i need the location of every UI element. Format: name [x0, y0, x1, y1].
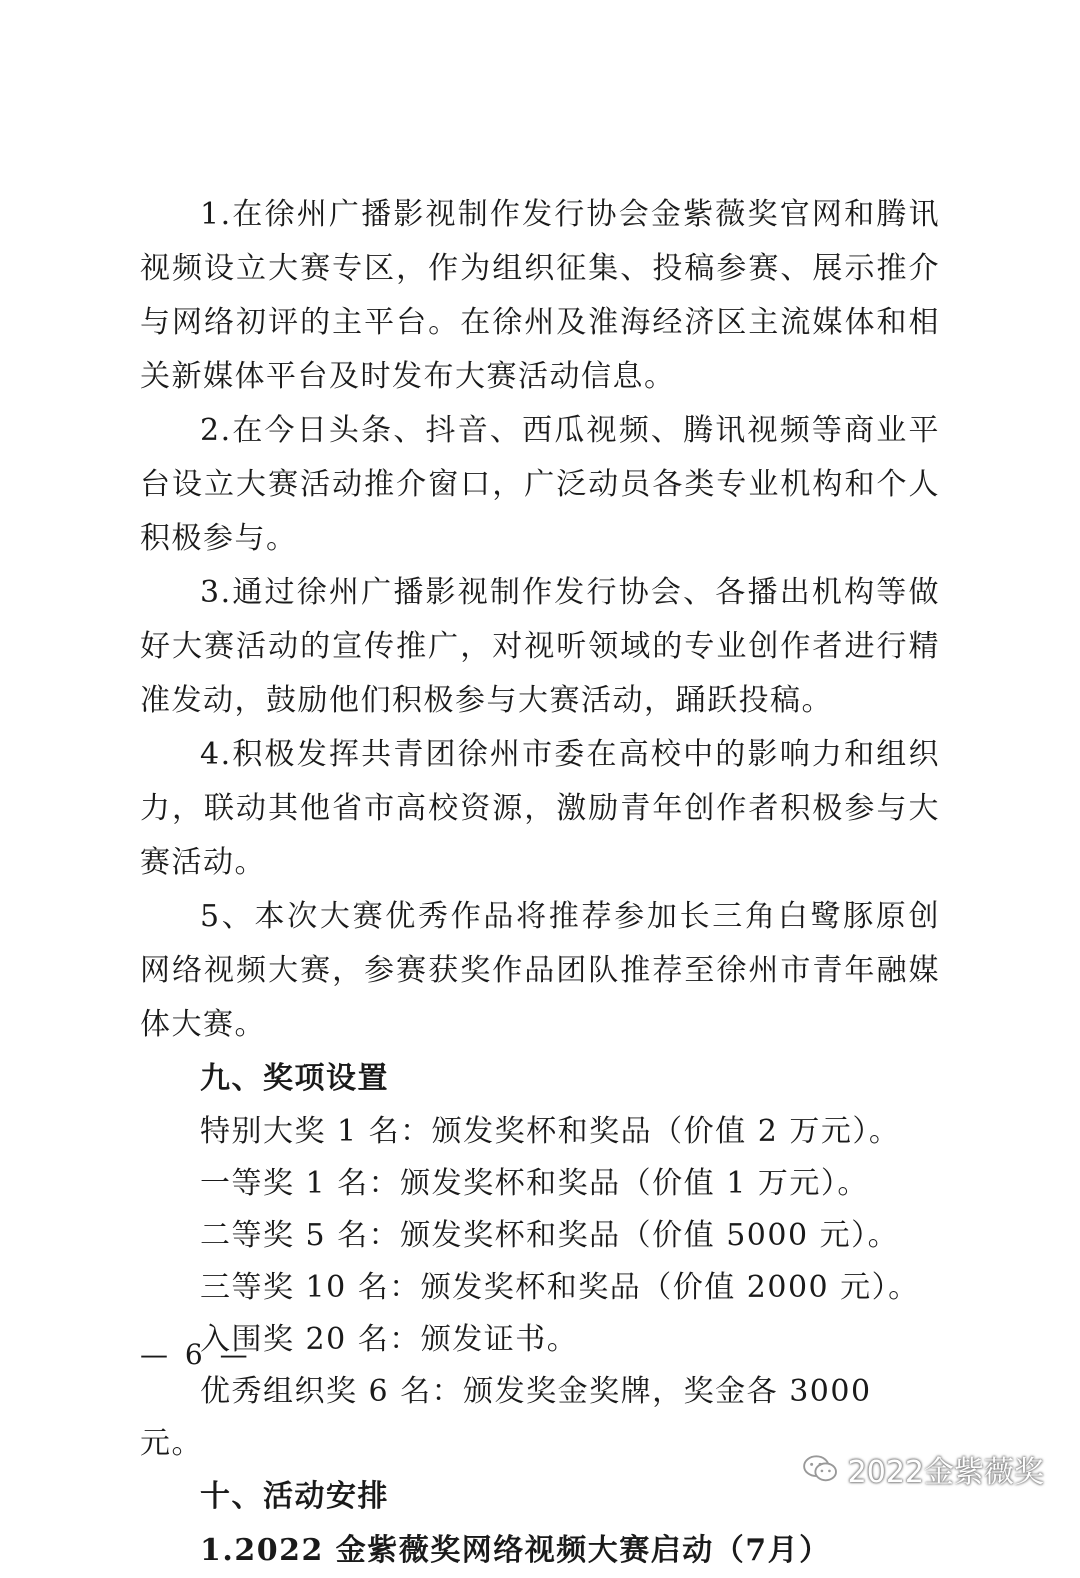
document-body: [140, 188, 940, 1578]
wechat-icon: [802, 1454, 840, 1484]
award-item: 二等奖 5 名：颁发奖杯和奖品（价值 5000 元）。: [200, 1218, 900, 1253]
watermark-text: 2022金紫薇奖: [847, 1455, 1044, 1490]
award-item: 特别大奖 1 名：颁发奖杯和奖品（价值 2 万元）。: [200, 1114, 901, 1149]
paragraph-2: 2.在今日头条、抖音、西瓜视频、腾讯视频等商业平台设立大赛活动推介窗口，广泛动员各类专业机构和个人积极参与。: [140, 413, 940, 556]
paragraph-1: 1.在徐州广播影视制作发行协会金紫薇奖官网和腾讯视频设立大赛专区，作为组织征集、投稿参赛、展示推介与网络初评的主平台。在徐州及淮海经济区主流媒体和相关新媒体平台及时发布大赛活动信息。: [140, 197, 940, 394]
award-item: 三等奖 10 名：颁发奖杯和奖品（价值 2000 元）。: [200, 1270, 920, 1305]
award-item: 优秀组织奖 6 名：颁发奖金奖牌，奖金各 3000 元。: [140, 1374, 872, 1461]
subsection-heading-launch: 1.2022 金紫薇奖网络视频大赛启动（7月）: [200, 1533, 831, 1568]
award-item: 入围奖 20 名：颁发证书。: [200, 1322, 579, 1357]
watermark: [802, 1447, 1044, 1491]
paragraph-4: 4.积极发挥共青团徐州市委在高校中的影响力和组织力，联动其他省市高校资源，激励青年创作者积极参与大赛活动。: [140, 737, 940, 880]
paragraph-5: 5、本次大赛优秀作品将推荐参加长三角白鹭豚原创网络视频大赛，参赛获奖作品团队推荐至徐州市青年融媒体大赛。: [140, 899, 940, 1042]
paragraph-3: 3.通过徐州广播影视制作发行协会、各播出机构等做好大赛活动的宣传推广，对视听领域的专业创作者进行精准发动，鼓励他们积极参与大赛活动，踊跃投稿。: [140, 575, 940, 718]
section-heading-schedule: 十、活动安排: [200, 1479, 389, 1514]
award-item: 一等奖 1 名：颁发奖杯和奖品（价值 1 万元）。: [200, 1166, 869, 1201]
page-number: — 6 —: [140, 1338, 252, 1371]
section-heading-awards: 九、奖项设置: [200, 1061, 389, 1096]
